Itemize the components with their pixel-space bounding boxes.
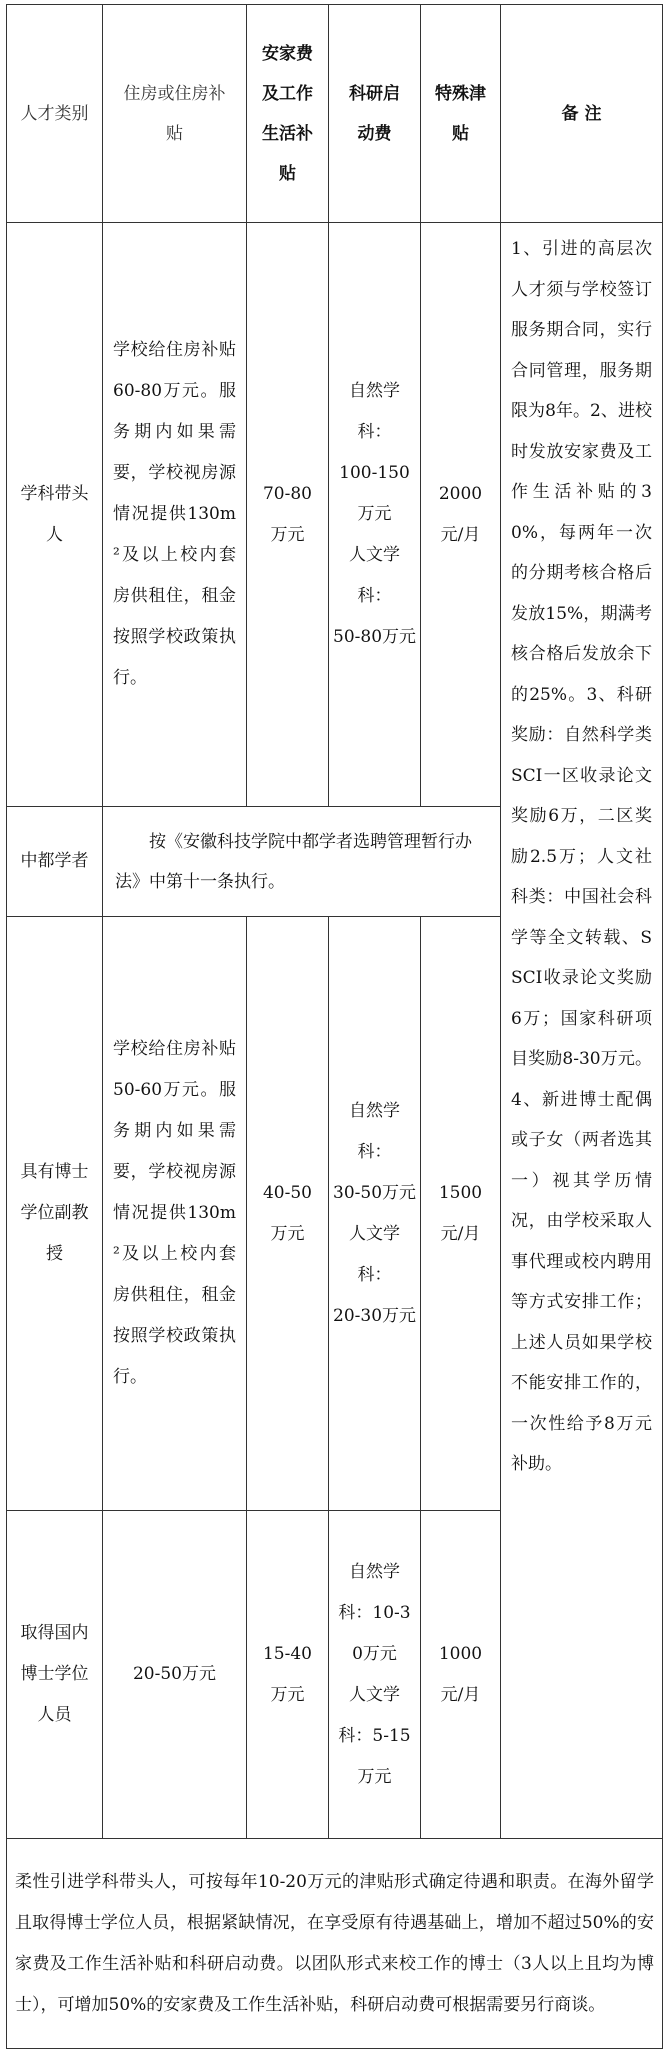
footer-text: 柔性引进学科带头人，可按每年10-20万元的津贴形式确定待遇和职责。在海外留学且取得博士学位人员，根据紧缺情况，在享受原有待遇基础上，增加不超过50%的安家费及工作生活补贴和科研启动费。以团队形式来校工作的博士（3人以上且均为博士），可增加50%的安家费及工作生活补贴，科研启动费可根据需要另行商谈。 bbox=[7, 1839, 663, 2049]
table-row bbox=[7, 223, 663, 807]
header-notes: 备 注 bbox=[501, 5, 663, 223]
header-allowance: 特殊津贴 bbox=[421, 5, 501, 223]
row-research: 自然学科：10-30万元 人文学科：5-15万元 bbox=[329, 1511, 421, 1839]
row-housing: 学校给住房补贴60-80万元。服务期内如果需要，学校视房源情况提供130m²及以上校内套房供租住，租金按照学校政策执行。 bbox=[103, 223, 247, 807]
header-housing: 住房或住房补贴 bbox=[103, 5, 247, 223]
row-category: 具有博士学位副教授 bbox=[7, 917, 103, 1511]
footer-row bbox=[7, 1839, 663, 2049]
header-category: 人才类别 bbox=[7, 5, 103, 223]
row-housing: 20-50万元 bbox=[103, 1511, 247, 1839]
row-merged-text: 按《安徽科技学院中都学者选聘管理暂行办法》中第十一条执行。 bbox=[103, 807, 501, 917]
header-settle: 安家费及工作生活补贴 bbox=[247, 5, 329, 223]
row-settle: 15-40万元 bbox=[247, 1511, 329, 1839]
row-housing: 学校给住房补贴50-60万元。服务期内如果需要，学校视房源情况提供130m²及以上校内套房供租住，租金按照学校政策执行。 bbox=[103, 917, 247, 1511]
talent-benefits-table bbox=[6, 4, 663, 2049]
header-research: 科研启动费 bbox=[329, 5, 421, 223]
row-allowance: 2000元/月 bbox=[421, 223, 501, 807]
row-allowance: 1500元/月 bbox=[421, 917, 501, 1511]
header-row bbox=[7, 5, 663, 223]
row-category: 学科带头人 bbox=[7, 223, 103, 807]
row-research: 自然学科： 30-50万元 人文学科： 20-30万元 bbox=[329, 917, 421, 1511]
row-settle: 70-80万元 bbox=[247, 223, 329, 807]
notes-cell: 1、引进的高层次人才须与学校签订服务期合同，实行合同管理，服务期限为8年。2、进校时发放安家费及工作生活补贴的30%，每两年一次的分期考核合格后发放15%，期满考核合格后发放余下的25%。3、科研奖励：自然科学类SCI一区收录论文奖励6万，二区奖励2.5万；人文社科类：中国社会科学等全文转载、SSCI收录论文奖励6万；国家科研项目奖励8-30万元。4、新进博士配偶或子女（两者选其一）视其学历情况，由学校采取人事代理或校内聘用等方式安排工作；上述人员如果学校不能安排工作的，一次性给予8万元补助。 bbox=[501, 223, 663, 1839]
row-research: 自然学科： 100-150万元 人文学科： 50-80万元 bbox=[329, 223, 421, 807]
row-settle: 40-50万元 bbox=[247, 917, 329, 1511]
row-allowance: 1000元/月 bbox=[421, 1511, 501, 1839]
row-category: 取得国内博士学位人员 bbox=[7, 1511, 103, 1839]
row-category: 中都学者 bbox=[7, 807, 103, 917]
